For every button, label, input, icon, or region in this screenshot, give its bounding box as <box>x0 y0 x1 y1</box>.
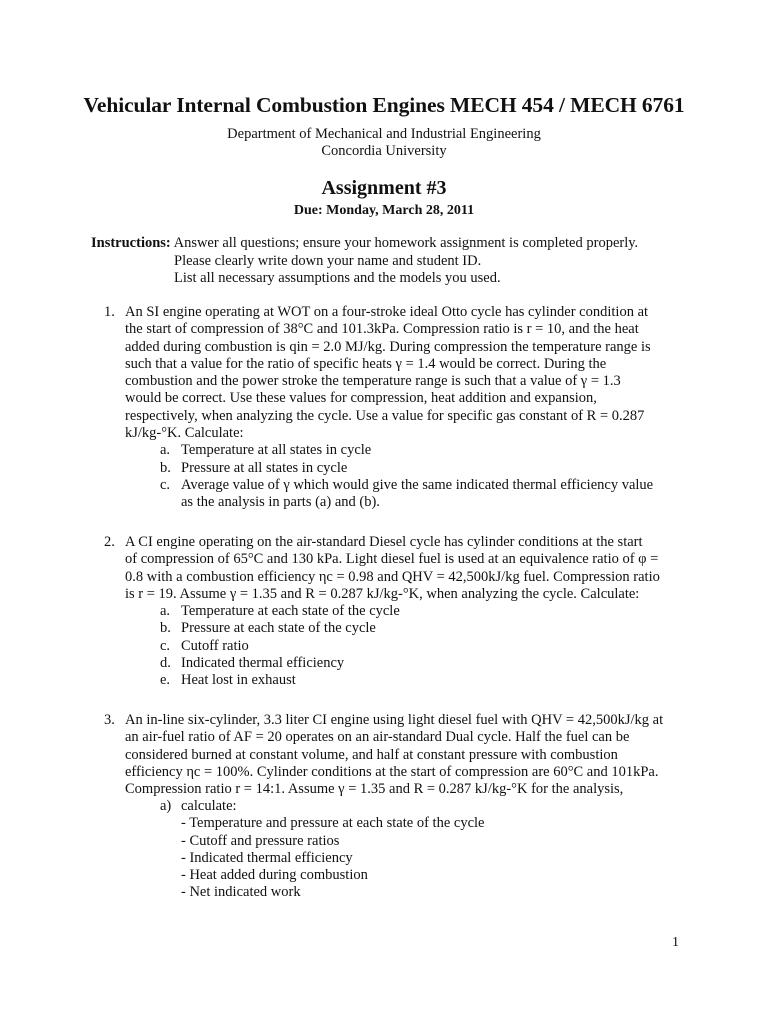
item-letter: c. <box>160 477 171 493</box>
question-line: An SI engine operating at WOT on a four-stroke ideal Otto cycle has cylinder condition at <box>125 304 649 320</box>
due-date: Due: Monday, March 28, 2011 <box>293 203 475 218</box>
item-letter: b. <box>160 460 171 476</box>
question-line: the start of compression of 38°C and 101.3kPa. Compression ratio is r = 10, and the heat <box>125 321 639 338</box>
instruction-text: Answer all questions; ensure your homework assignment is completed properly. <box>173 235 639 251</box>
dash-item: - Cutoff and pressure ratios <box>181 833 340 849</box>
question-number: 2. <box>104 534 115 550</box>
question-line: would be correct. Use these values for compression, heat addition and expansion, <box>125 390 597 407</box>
question-1-text <box>125 304 679 442</box>
item-letter: a. <box>160 442 171 458</box>
item-text: Heat lost in exhaust <box>181 672 296 688</box>
item-text: Average value of γ which would give the same indicated thermal efficiency value <box>181 477 654 493</box>
question-line: an air-fuel ratio of AF = 20 operates on an air-standard Dual cycle. Half the fuel can be <box>125 729 630 746</box>
question-line: Compression ratio r = 14:1. Assume γ = 1.35 and R = 0.287 kJ/kg-°K for the analysis, <box>125 781 624 798</box>
dash-item: - Temperature and pressure at each state of the cycle <box>181 815 485 831</box>
instruction-text: List all necessary assumptions and the models you used. <box>174 270 501 286</box>
item-letter: a. <box>160 603 171 619</box>
document-title: Vehicular Internal Combustion Engines MECH 454 / MECH 6761 <box>83 93 685 117</box>
item-text: calculate: <box>181 798 237 814</box>
item-letter: d. <box>160 655 171 671</box>
instructions-label: Instructions: <box>91 235 171 251</box>
question-line: A CI engine operating on the air-standard Diesel cycle has cylinder conditions at the start <box>125 534 643 550</box>
item-text: Pressure at each state of the cycle <box>181 620 376 636</box>
question-number: 3. <box>104 712 115 728</box>
university-line: Concordia University <box>321 143 447 159</box>
item-text: Temperature at all states in cycle <box>181 442 372 458</box>
question-2-text <box>125 534 679 603</box>
item-text: Temperature at each state of the cycle <box>181 603 400 619</box>
question-line: of compression of 65°C and 130 kPa. Light diesel fuel is used at an equivalence ratio of φ = <box>125 551 659 568</box>
question-line: is r = 19. Assume γ = 1.35 and R = 0.287 kJ/kg-°K, when analyzing the cycle. Calculate: <box>125 585 640 602</box>
dash-item: - Indicated thermal efficiency <box>181 850 353 866</box>
question-line: combustion and the power stroke the temperature range is such that a value of γ = 1.3 <box>125 373 621 390</box>
question-line: 0.8 with a combustion efficiency ηc = 0.98 and QHV = 42,500kJ/kg fuel. Compression ratio <box>125 568 660 585</box>
item-letter: b. <box>160 620 171 636</box>
question-line: An in-line six-cylinder, 3.3 liter CI engine using light diesel fuel with QHV = 42,500kJ/kg at <box>125 712 664 728</box>
item-text-continued: as the analysis in parts (a) and (b). <box>181 494 380 510</box>
item-text: Indicated thermal efficiency <box>181 655 345 671</box>
question-number: 1. <box>104 304 115 320</box>
question-3-text <box>125 712 679 798</box>
item-letter: a) <box>160 798 172 814</box>
assignment-heading: Assignment #3 <box>321 177 447 199</box>
item-letter: e. <box>160 672 171 688</box>
item-text: Pressure at all states in cycle <box>181 460 348 476</box>
dash-item: - Net indicated work <box>181 884 301 900</box>
question-line: kJ/kg-°K. Calculate: <box>125 425 244 442</box>
question-line: considered burned at constant volume, and half at constant pressure with combustion <box>125 746 618 763</box>
question-line: respectively, when analyzing the cycle. Use a value for specific gas constant of R = 0.287 <box>125 407 645 424</box>
question-line: such that a value for the ratio of specific heats γ = 1.4 would be correct. During the <box>125 355 607 372</box>
page-number: 1 <box>672 935 679 950</box>
item-letter: c. <box>160 638 171 654</box>
department-line: Department of Mechanical and Industrial Engineering <box>227 126 541 142</box>
instruction-text: Please clearly write down your name and student ID. <box>174 253 482 269</box>
instructions-line-1 <box>91 235 638 252</box>
item-text: Cutoff ratio <box>181 638 249 654</box>
dash-item: - Heat added during combustion <box>181 867 368 883</box>
question-line: added during combustion is qin = 2.0 MJ/kg. During compression the temperature range is <box>125 338 651 355</box>
question-line: efficiency ηc = 100%. Cylinder conditions at the start of compression are 60°C and 101kPa. <box>125 763 659 780</box>
